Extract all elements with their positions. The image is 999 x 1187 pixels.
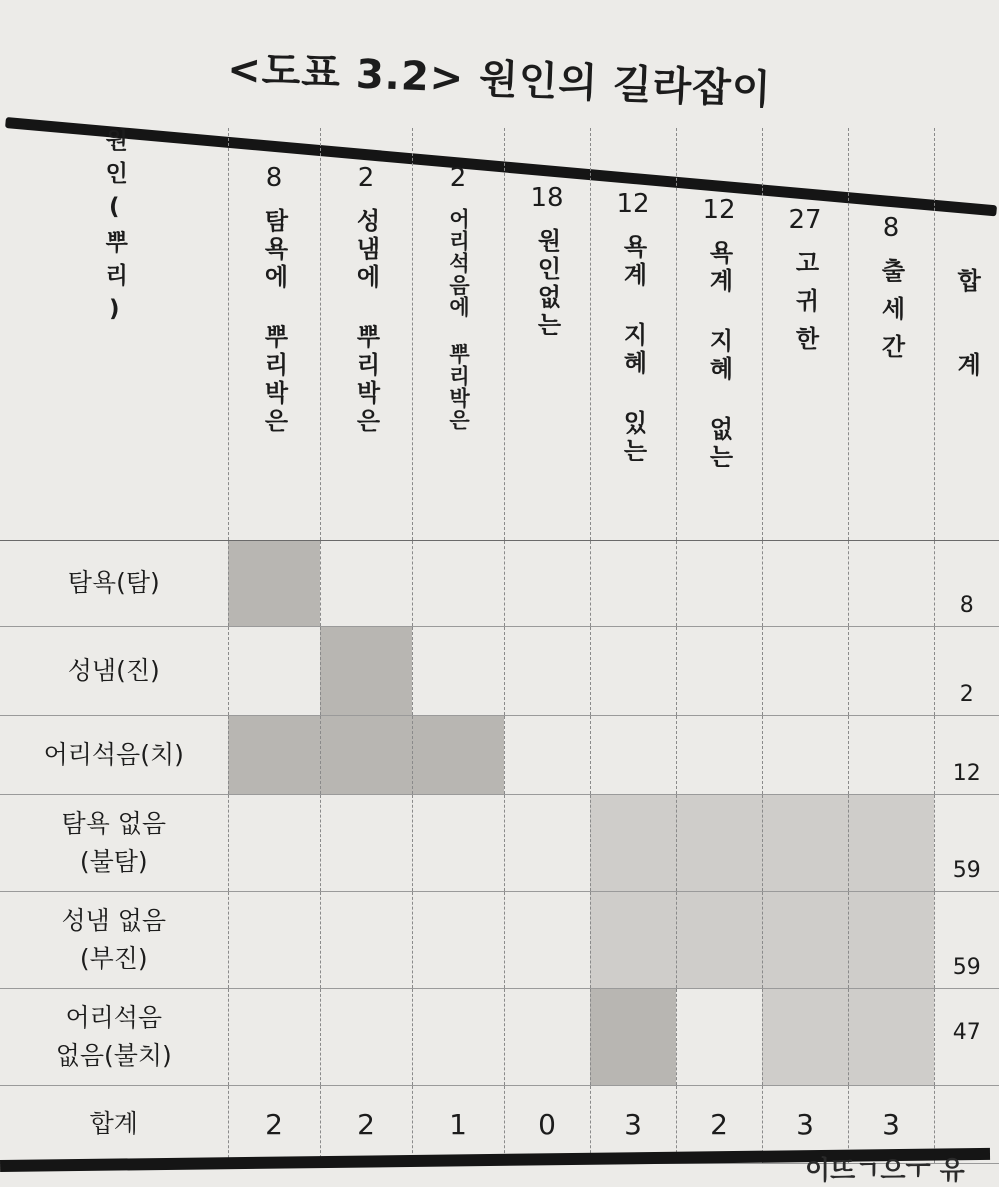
col-label: 원인없는	[535, 228, 559, 340]
shaded-cell	[848, 988, 934, 1085]
cell	[228, 626, 320, 715]
col-header-greed	[228, 128, 320, 540]
col-count: 2	[321, 148, 412, 208]
sum-value: 1	[412, 1085, 504, 1163]
table-row	[0, 891, 999, 988]
table-row	[0, 626, 999, 715]
shaded-cell	[762, 891, 848, 988]
sum-value: 2	[320, 1085, 412, 1163]
row-label: 어리석음 없음(불치)	[0, 988, 228, 1085]
cell	[504, 988, 590, 1085]
footer-fragment: 이뜨ㄱ으ㅜ 유	[805, 1150, 965, 1187]
col-label: 출세간	[879, 258, 903, 372]
col-count: 18	[505, 168, 590, 228]
col-count: 8	[229, 148, 320, 208]
cell	[762, 540, 848, 626]
shaded-cell	[590, 794, 676, 891]
cell	[320, 988, 412, 1085]
shaded-cell	[590, 988, 676, 1085]
cell	[412, 540, 504, 626]
cell	[412, 794, 504, 891]
shaded-cell	[676, 891, 762, 988]
cell	[848, 626, 934, 715]
table-row	[0, 988, 999, 1085]
col-label: 고귀한	[793, 250, 817, 364]
shaded-cell	[412, 715, 504, 794]
col-header-rootless	[504, 128, 590, 540]
col-count: 12	[591, 174, 676, 234]
row-label: 성냄(진)	[0, 626, 228, 715]
cell	[504, 540, 590, 626]
shaded-cell	[848, 891, 934, 988]
cell	[590, 540, 676, 626]
col-label: 합계	[955, 268, 979, 436]
shaded-cell	[762, 794, 848, 891]
row-label: 어리석음(치)	[0, 715, 228, 794]
col-label: 욕계 지혜 있는	[621, 234, 645, 466]
row-total: 47	[934, 988, 999, 1085]
cell	[762, 715, 848, 794]
cell	[848, 715, 934, 794]
row-label: 탐욕(탐)	[0, 540, 228, 626]
cell	[676, 540, 762, 626]
sum-row-label: 합계	[0, 1085, 228, 1163]
shaded-cell	[848, 794, 934, 891]
cause-table	[0, 128, 999, 1164]
col-label: 어리석음에 뿌리박은	[448, 208, 469, 431]
cell	[676, 988, 762, 1085]
corner-label: 원인(뿌리)	[102, 128, 125, 332]
cell	[590, 626, 676, 715]
col-header-sense-wisdom	[590, 128, 676, 540]
cell	[320, 540, 412, 626]
shaded-cell	[320, 626, 412, 715]
col-count: 8	[849, 198, 934, 258]
col-count	[935, 208, 999, 268]
row-label: 탐욕 없음 (불탐)	[0, 794, 228, 891]
cell	[228, 891, 320, 988]
cell	[676, 626, 762, 715]
col-header-sublime	[762, 128, 848, 540]
page-title: <도표 3.2> 원인의 길라잡이	[0, 29, 999, 124]
row-total: 12	[934, 715, 999, 794]
table-row	[0, 540, 999, 626]
cell	[504, 794, 590, 891]
row-total: 59	[934, 891, 999, 988]
cell	[504, 626, 590, 715]
cell	[320, 794, 412, 891]
sum-value: 3	[848, 1085, 934, 1163]
col-label: 성냄에 뿌리박은	[354, 208, 378, 436]
col-count: 27	[763, 190, 848, 250]
cell	[504, 891, 590, 988]
col-header-hatred	[320, 128, 412, 540]
cell	[762, 626, 848, 715]
cell	[412, 891, 504, 988]
sum-value: 0	[504, 1085, 590, 1163]
shaded-cell	[762, 988, 848, 1085]
col-label: 욕계 지혜 없는	[707, 240, 731, 472]
table-row	[0, 794, 999, 891]
col-header-delusion	[412, 128, 504, 540]
sum-value: 3	[590, 1085, 676, 1163]
table-row	[0, 715, 999, 794]
cell	[320, 891, 412, 988]
sum-value: 2	[228, 1085, 320, 1163]
cell	[412, 988, 504, 1085]
shaded-cell	[590, 891, 676, 988]
col-header-sense-no-wisdom	[676, 128, 762, 540]
cell	[228, 988, 320, 1085]
row-label: 성냄 없음 (부진)	[0, 891, 228, 988]
col-count: 12	[677, 180, 762, 240]
row-total: 8	[934, 540, 999, 626]
cell	[228, 794, 320, 891]
col-header-total	[934, 128, 999, 540]
col-count: 2	[413, 148, 504, 208]
cell	[590, 715, 676, 794]
cell	[412, 626, 504, 715]
shaded-cell	[676, 794, 762, 891]
cell	[504, 715, 590, 794]
sum-value: 3	[762, 1085, 848, 1163]
col-header-supramundane	[848, 128, 934, 540]
corner-header	[0, 128, 228, 540]
col-label: 탐욕에 뿌리박은	[262, 208, 286, 436]
shaded-cell	[228, 715, 320, 794]
row-total: 59	[934, 794, 999, 891]
shaded-cell	[228, 540, 320, 626]
row-total: 2	[934, 626, 999, 715]
sum-value: 2	[676, 1085, 762, 1163]
cell	[848, 540, 934, 626]
cell	[676, 715, 762, 794]
shaded-cell	[320, 715, 412, 794]
